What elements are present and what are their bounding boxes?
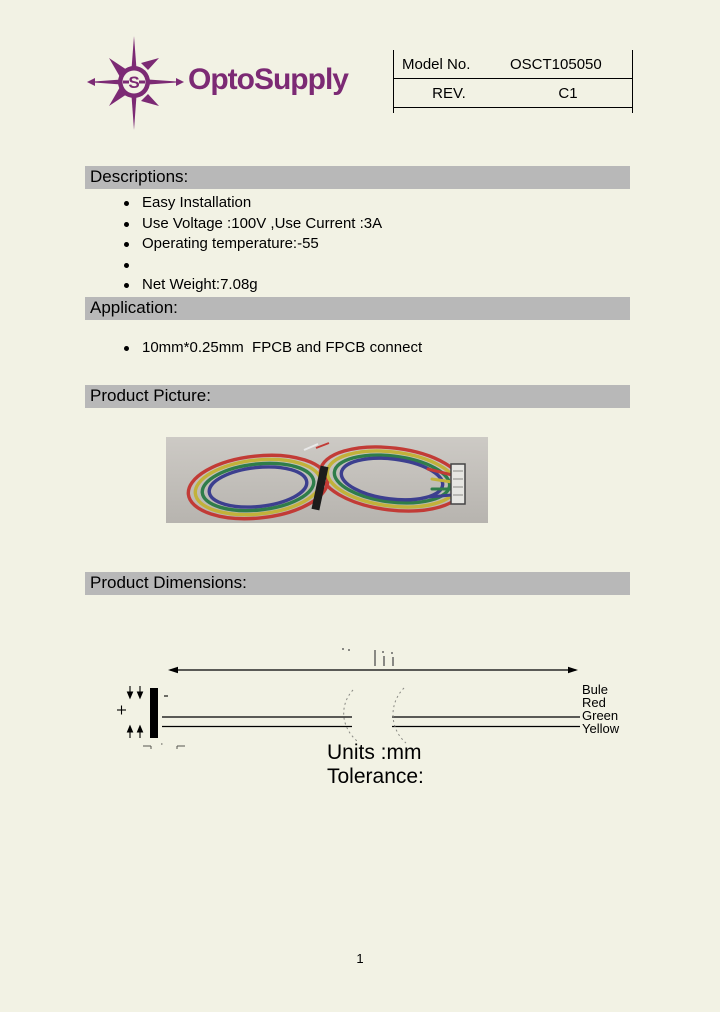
rev-label: REV. — [432, 84, 466, 102]
list-item — [121, 234, 382, 255]
bullet-icon — [124, 222, 129, 227]
brand-wordmark: OptoSupply — [188, 63, 348, 96]
wire-label-red: Red — [582, 695, 606, 710]
tolerance-text: Tolerance: — [327, 764, 424, 788]
wire-label-yellow: Yellow — [582, 721, 620, 736]
bullet-icon — [124, 242, 129, 247]
connector — [451, 464, 465, 504]
connector-symbol — [150, 688, 158, 738]
list-item — [121, 338, 422, 359]
list-item — [121, 214, 382, 235]
units-text: Units :mm — [327, 741, 422, 764]
list-item-text: Operating temperature:-55 — [142, 235, 319, 252]
list-item-text: Easy Installation — [142, 194, 252, 211]
model-table — [393, 50, 633, 113]
model-no-label: Model No. — [402, 55, 471, 73]
wire-label-blue: Bule — [582, 682, 609, 697]
list-item — [121, 255, 382, 276]
wire-label-green: Green — [582, 708, 619, 723]
rev-value: C1 — [558, 84, 578, 102]
application-list — [121, 338, 422, 359]
list-item-text: 10mm*0.25mm FPCB and FPCB connect — [142, 339, 423, 356]
units-tolerance — [327, 741, 424, 788]
bullet-icon — [124, 201, 129, 206]
wire-harness-photo — [166, 437, 488, 523]
product-dimensions-header: Product Dimensions: — [85, 572, 630, 595]
svg-text:S: S — [128, 73, 140, 92]
page-number: 1 — [356, 951, 364, 966]
list-item — [121, 275, 382, 296]
length-dimension-arrow — [168, 667, 578, 673]
list-item-text: Net Weight:7.08g — [142, 276, 258, 293]
table-row — [394, 79, 632, 108]
header — [0, 0, 720, 140]
list-item-text: Use Voltage :100V ,Use Current :3A — [142, 214, 383, 232]
table-row — [394, 50, 632, 79]
application-header: Application: — [85, 297, 630, 320]
bullet-icon — [124, 283, 129, 288]
product-picture-header: Product Picture: — [85, 385, 630, 408]
bullet-icon — [124, 346, 129, 351]
starburst-logo-icon — [83, 33, 188, 133]
descriptions-header: Descriptions: — [85, 166, 630, 189]
list-item — [121, 193, 382, 214]
descriptions-list — [121, 193, 382, 296]
bullet-icon — [124, 263, 129, 268]
model-no-value: OSCT105050 — [510, 55, 602, 73]
